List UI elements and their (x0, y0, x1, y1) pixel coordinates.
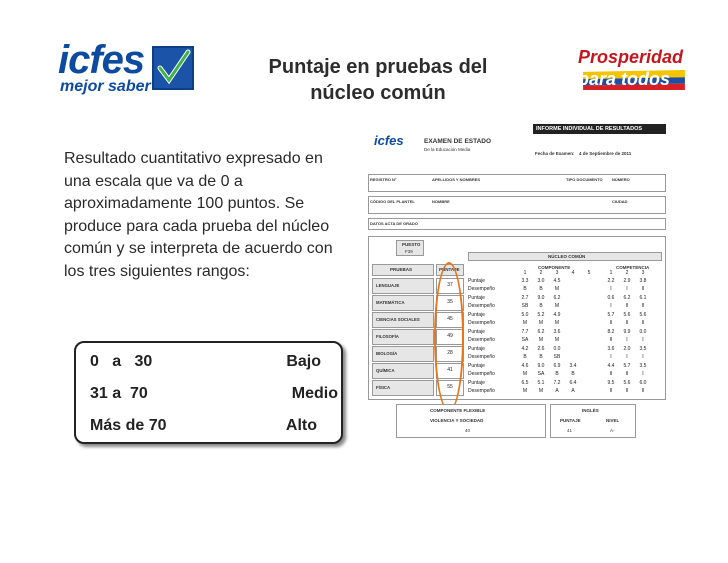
subject-name: QUÍMICA (376, 368, 395, 373)
component-score: 6.4 (569, 380, 577, 386)
competence-level: II (641, 286, 645, 292)
component-score: 5.0 (521, 312, 529, 318)
component-score: 4.6 (521, 363, 529, 369)
flexible-label: COMPONENTE FLEXIBLE (430, 408, 486, 413)
component-number: 3 (555, 270, 559, 276)
component-level: M (554, 320, 560, 326)
competence-score: 6.1 (639, 295, 647, 301)
component-level: M (522, 388, 528, 394)
subject-name: FILOSOFÍA (376, 334, 399, 339)
component-level: SB (521, 303, 529, 309)
component-score: 6.9 (553, 363, 561, 369)
component-level: B (523, 286, 527, 292)
report-image (368, 124, 666, 440)
competence-level: II (609, 371, 613, 377)
row-label-puntaje: Puntaje (468, 295, 485, 301)
icfes-logo (58, 40, 198, 100)
component-number: 4 (571, 270, 575, 276)
component-level: B (539, 354, 543, 360)
page-title (228, 54, 528, 106)
range-level: Medio (291, 385, 338, 402)
component-score: 6.5 (521, 380, 529, 386)
component-score: 7.7 (521, 329, 529, 335)
nucleo-label: NÚCLEO COMÚN (548, 254, 586, 259)
flexible-score: 40 (465, 428, 471, 433)
competence-level: II (641, 388, 645, 394)
score-value: 45 (447, 316, 453, 322)
puesto-label: PUESTO (402, 242, 421, 247)
competence-number: 3 (641, 270, 645, 276)
competence-score: 5.7 (607, 312, 615, 318)
ingles-level: A- (610, 428, 615, 433)
component-level: B (555, 371, 559, 377)
competence-level: I (626, 286, 628, 292)
row-label-desempeno: Desempeño (468, 388, 495, 394)
component-level: SA (537, 371, 545, 377)
ingles-col-nivel: NIVEL (606, 418, 620, 423)
score-value: 28 (447, 350, 453, 356)
icfes-logo-word: icfes (58, 38, 145, 82)
range-value: Más de 70 (90, 417, 167, 434)
range-row-low (76, 349, 341, 375)
report-exam-sub: De la Educación Media (424, 147, 471, 152)
field-nombres: APELLIDOS Y NOMBRES (432, 177, 481, 182)
component-level: M (554, 337, 560, 343)
component-score: 2.7 (521, 295, 529, 301)
competence-level: II (625, 303, 629, 309)
ingles-score: 41 (567, 428, 573, 433)
field-registro: REGISTRO N° (370, 177, 397, 182)
ranges-box (74, 341, 343, 444)
competence-level: II (641, 320, 645, 326)
description-text: Resultado cuantitativo expresado en una escala que va de 0 a aproximadamente 100 puntos. Se produce para cada prueba del núcleo común y se interpreta de acuerdo con los tres siguientes rangos: (64, 150, 333, 280)
score-value: 49 (447, 333, 453, 339)
subject-name: MATEMÁTICA (376, 300, 405, 305)
competence-score: 5.6 (623, 380, 631, 386)
competence-score: 5.6 (639, 312, 647, 318)
prosperidad-logo (578, 46, 690, 98)
competence-score: 3.5 (639, 363, 647, 369)
component-level: M (538, 320, 544, 326)
competence-score: 9.9 (623, 329, 631, 335)
ingles-label: INGLÉS (582, 408, 599, 413)
competence-level: I (610, 303, 612, 309)
subject-name: LENGUAJE (376, 283, 400, 288)
range-value: 31 a 70 (90, 385, 148, 402)
competence-score: 2.9 (623, 278, 631, 284)
prosperidad-line-2: para todos (578, 69, 671, 89)
component-level: B (571, 371, 575, 377)
competencia-label: COMPETENCIA (616, 265, 650, 270)
competence-score: 3.8 (639, 278, 647, 284)
score-value: 35 (447, 299, 453, 305)
competence-number: 1 (609, 270, 613, 276)
report-date-label: Fecha de Examen: (535, 151, 575, 156)
puntaje-label: PUNTAJE (439, 267, 460, 272)
prosperidad-line-1: Prosperidad (578, 47, 684, 67)
range-value: 0 a 30 (90, 353, 153, 370)
row-label-desempeno: Desempeño (468, 337, 495, 343)
component-score: 6.2 (537, 329, 545, 335)
competence-level: II (641, 303, 645, 309)
component-level: B (539, 303, 543, 309)
component-level: M (538, 388, 544, 394)
component-level: SA (521, 337, 529, 343)
competence-level: II (609, 320, 613, 326)
competence-score: 3.6 (607, 346, 615, 352)
component-level: M (522, 371, 528, 377)
row-label-puntaje: Puntaje (468, 363, 485, 369)
row-label-desempeno: Desempeño (468, 320, 495, 326)
competence-level: I (610, 354, 612, 360)
ingles-col-puntaje: PUNTAJE (560, 418, 581, 423)
component-level: M (522, 320, 528, 326)
row-label-desempeno: Desempeño (468, 303, 495, 309)
component-level: B (539, 286, 543, 292)
competence-score: 2.0 (623, 346, 631, 352)
row-label-desempeno: Desempeño (468, 286, 495, 292)
row-label-puntaje: Puntaje (468, 329, 485, 335)
highlight-oval (434, 262, 464, 412)
title-line-1: Puntaje en pruebas del (268, 56, 488, 78)
competence-score: 3.5 (639, 346, 647, 352)
component-score: 4.2 (521, 346, 529, 352)
row-label-puntaje: Puntaje (468, 278, 485, 284)
competence-score: 6.2 (623, 295, 631, 301)
competence-score: 8.2 (607, 329, 615, 335)
component-score: 0.0 (553, 346, 561, 352)
competence-score: 2.2 (607, 278, 615, 284)
competence-level: II (625, 320, 629, 326)
field-acta: DATOS ACTA DE GRADO (370, 221, 418, 226)
row-label-puntaje: Puntaje (468, 346, 485, 352)
component-score: 3.4 (569, 363, 577, 369)
component-score: 2.6 (537, 346, 545, 352)
component-number: 5 (587, 270, 591, 276)
component-score: 3.0 (537, 278, 545, 284)
field-numero: NÚMERO (612, 177, 630, 182)
range-row-high (76, 413, 341, 439)
component-level: A (571, 388, 575, 394)
report-exam-title: EXAMEN DE ESTADO (424, 138, 492, 145)
component-level: M (538, 337, 544, 343)
competence-level: II (609, 388, 613, 394)
competence-level: I (610, 286, 612, 292)
row-label-desempeno: Desempeño (468, 354, 495, 360)
competence-score: 9.5 (607, 380, 615, 386)
component-score: 4.5 (553, 278, 561, 284)
competence-level: I (626, 354, 628, 360)
component-score: 3.6 (553, 329, 561, 335)
subject-name: FÍSICA (376, 385, 391, 390)
component-score: 5.1 (537, 380, 545, 386)
range-level: Alto (285, 417, 317, 434)
component-level: B (523, 354, 527, 360)
component-number: 2 (539, 270, 543, 276)
subject-name: BIOLOGÍA (376, 351, 398, 356)
report-icfes-logo: icfes (374, 133, 404, 148)
competence-level: II (625, 388, 629, 394)
row-label-desempeno: Desempeño (468, 371, 495, 377)
competence-score: 5.6 (623, 312, 631, 318)
checkmark-icon (152, 46, 194, 90)
report-title: INFORME INDIVIDUAL DE RESULTADOS (536, 126, 643, 132)
component-score: 3.3 (521, 278, 529, 284)
competence-score: 0.0 (639, 329, 647, 335)
component-score: 9.0 (537, 295, 545, 301)
competence-score: 0.6 (607, 295, 615, 301)
title-line-2: núcleo común (310, 82, 446, 104)
component-level: M (554, 303, 560, 309)
component-score: 4.9 (553, 312, 561, 318)
report-date-value: 4 de Septiembre de 2011 (579, 151, 632, 156)
field-tipo-doc: TIPO DOCUMENTO (566, 177, 603, 182)
component-level: M (554, 286, 560, 292)
component-level: A (555, 388, 559, 394)
puesto-value: F39 (405, 249, 413, 254)
component-score: 5.2 (537, 312, 545, 318)
component-number: 1 (523, 270, 527, 276)
component-score: 6.2 (553, 295, 561, 301)
component-score: 9.0 (537, 363, 545, 369)
field-nombre: NOMBRE (432, 199, 450, 204)
competence-score: 6.0 (639, 380, 647, 386)
competence-level: II (625, 371, 629, 377)
competence-score: 5.7 (623, 363, 631, 369)
score-value: 37 (447, 282, 453, 288)
icfes-logo-tagline: mejor saber (60, 78, 151, 95)
componente-label: COMPONENTE (538, 265, 571, 270)
row-label-puntaje: Puntaje (468, 312, 485, 318)
competence-score: 4.4 (607, 363, 615, 369)
competence-number: 2 (625, 270, 629, 276)
subject-name: CIENCIAS SOCIALES (376, 317, 420, 322)
range-level: Bajo (286, 353, 321, 370)
score-value: 55 (447, 384, 453, 390)
score-value: 41 (447, 367, 453, 373)
field-ciudad: CIUDAD (612, 199, 628, 204)
competence-level: I (642, 354, 644, 360)
competence-level: I (642, 337, 644, 343)
competence-level: II (609, 337, 613, 343)
row-label-puntaje: Puntaje (468, 380, 485, 386)
competence-level: I (642, 371, 644, 377)
component-score: 7.2 (553, 380, 561, 386)
field-codigo: CÓDIGO DEL PLANTEL (370, 199, 415, 204)
flexible-name: VIOLENCIA Y SOCIEDAD (430, 418, 484, 423)
component-level: SB (553, 354, 561, 360)
competence-level: I (626, 337, 628, 343)
pruebas-label: PRUEBAS (390, 267, 413, 272)
range-row-mid (76, 381, 341, 407)
